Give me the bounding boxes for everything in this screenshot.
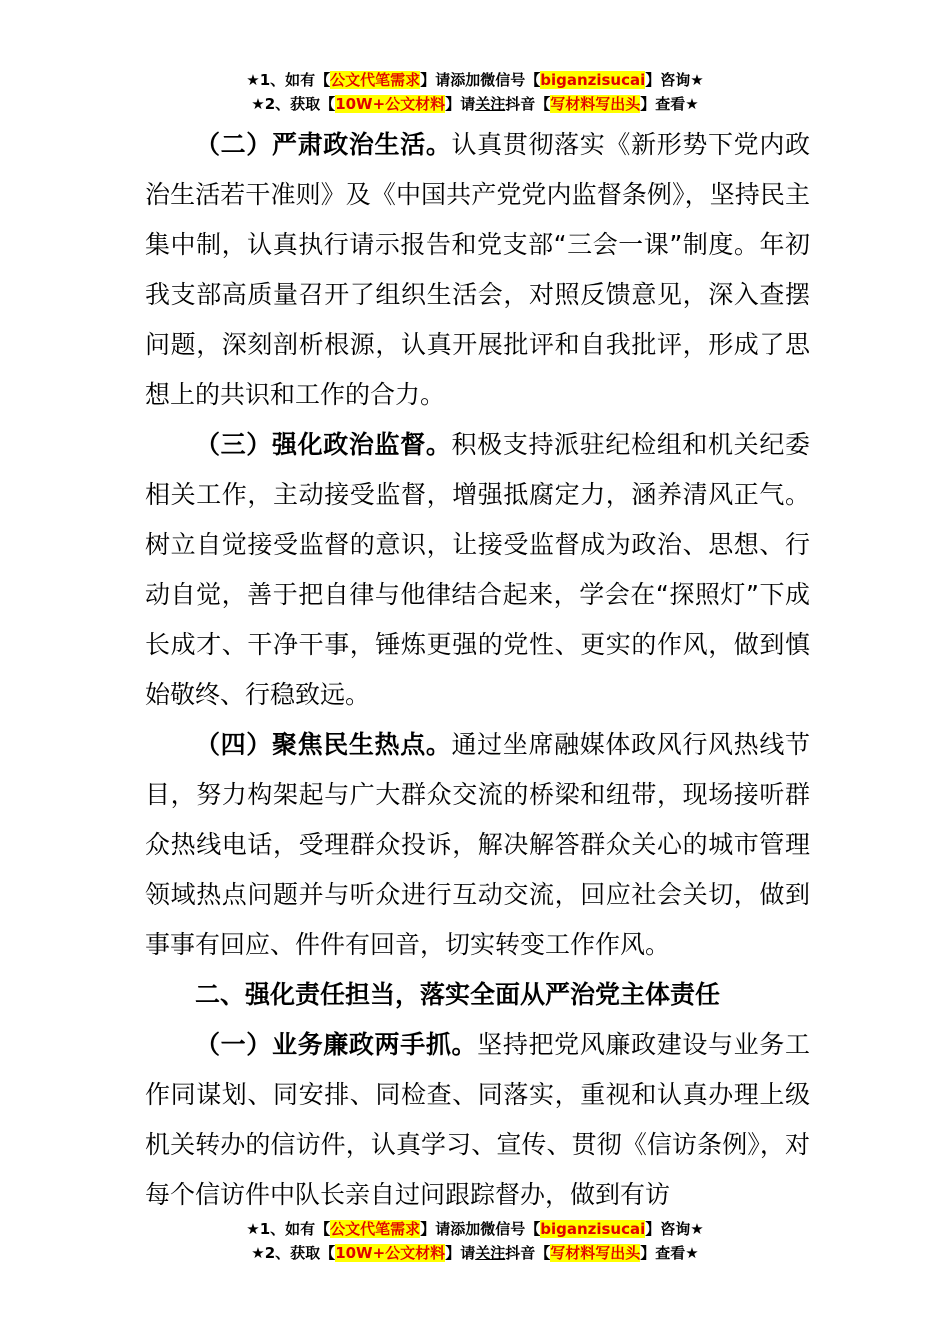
banner-text: 】咨询★	[645, 1220, 704, 1238]
banner-text: 】查看★	[640, 1244, 699, 1262]
paragraph-text: 坚持把党风廉政建设与业务工作同谋划、同安排、同检查、同落实，重视和认真办理上级机关转办的信访件，认真学习、宣传、贯彻《信访条例》，对每个信访件中队长亲自过问跟踪督办，做到有访	[145, 1030, 810, 1209]
paragraph-lead: （三）强化政治监督。	[195, 430, 452, 459]
banner-text: 抖音【	[505, 95, 551, 113]
banner-highlight: 公文代笔需求	[330, 1220, 421, 1238]
banner-wechat-id: biganzisucai	[540, 71, 646, 89]
banner-text: ★2、获取【	[251, 95, 336, 113]
paragraph-text: 认真贯彻落实《新形势下党内政治生活若干准则》及《中国共产党党内监督条例》，坚持民主集中制，认真执行请示报告和党支部“三会一课”制度。年初我支部高质量召开了组织生活会，对照反馈意见，深入查摆问题，深刻剖析根源，认真开展批评和自我批评，形成了思想上的共识和工作的合力。	[145, 130, 810, 409]
banner-text: 】请	[445, 95, 476, 113]
paragraph-lead: （二）严肃政治生活。	[195, 130, 452, 159]
banner-wechat-id: biganzisucai	[540, 1220, 646, 1238]
banner-text: 】查看★	[640, 95, 699, 113]
section-heading: 二、强化责任担当，落实全面从严治党主体责任	[195, 980, 721, 1009]
banner-text: 】咨询★	[645, 71, 704, 89]
banner-highlight: 10W+公文材料	[335, 95, 446, 113]
banner-text: ★1、如有【	[246, 1220, 331, 1238]
paragraph	[145, 120, 810, 420]
document-body	[145, 120, 810, 1220]
banner-highlight: 写材料写出头	[550, 95, 641, 113]
banner-highlight: 写材料写出头	[550, 1244, 641, 1262]
banner-highlight: 公文代笔需求	[330, 71, 421, 89]
banner-text: 抖音【	[505, 1244, 551, 1262]
banner-underlined: 关注	[475, 95, 506, 113]
paragraph	[145, 720, 810, 970]
banner-text: 】请添加微信号【	[420, 71, 541, 89]
promo-banner-top-line2	[0, 93, 950, 115]
paragraph	[145, 1020, 810, 1220]
banner-highlight: 10W+公文材料	[335, 1244, 446, 1262]
paragraph	[145, 420, 810, 720]
banner-text: ★1、如有【	[246, 71, 331, 89]
banner-text: ★2、获取【	[251, 1244, 336, 1262]
paragraph-lead: （一）业务廉政两手抓。	[195, 1030, 478, 1059]
banner-text: 】请添加微信号【	[420, 1220, 541, 1238]
paragraph-text: 积极支持派驻纪检组和机关纪委相关工作，主动接受监督，增强抵腐定力，涵养清风正气。树立自觉接受监督的意识，让接受监督成为政治、思想、行动自觉，善于把自律与他律结合起来，学会在“探照灯”下成长成才、干净干事，锤炼更强的党性、更实的作风，做到慎始敬终、行稳致远。	[145, 430, 810, 709]
paragraph-lead: （四）聚焦民生热点。	[195, 730, 452, 759]
promo-banner-bottom-line2	[0, 1242, 950, 1264]
promo-banner-top-line1	[0, 69, 950, 91]
paragraph-text: 通过坐席融媒体政风行风热线节目，努力构架起与广大群众交流的桥梁和纽带，现场接听群众热线电话，受理群众投诉，解决解答群众关心的城市管理领域热点问题并与听众进行互动交流，回应社会关切，做到事事有回应、件件有回音，切实转变工作作风。	[145, 730, 810, 959]
promo-banner-bottom-line1	[0, 1218, 950, 1240]
banner-text: 】请	[445, 1244, 476, 1262]
banner-underlined: 关注	[475, 1244, 506, 1262]
